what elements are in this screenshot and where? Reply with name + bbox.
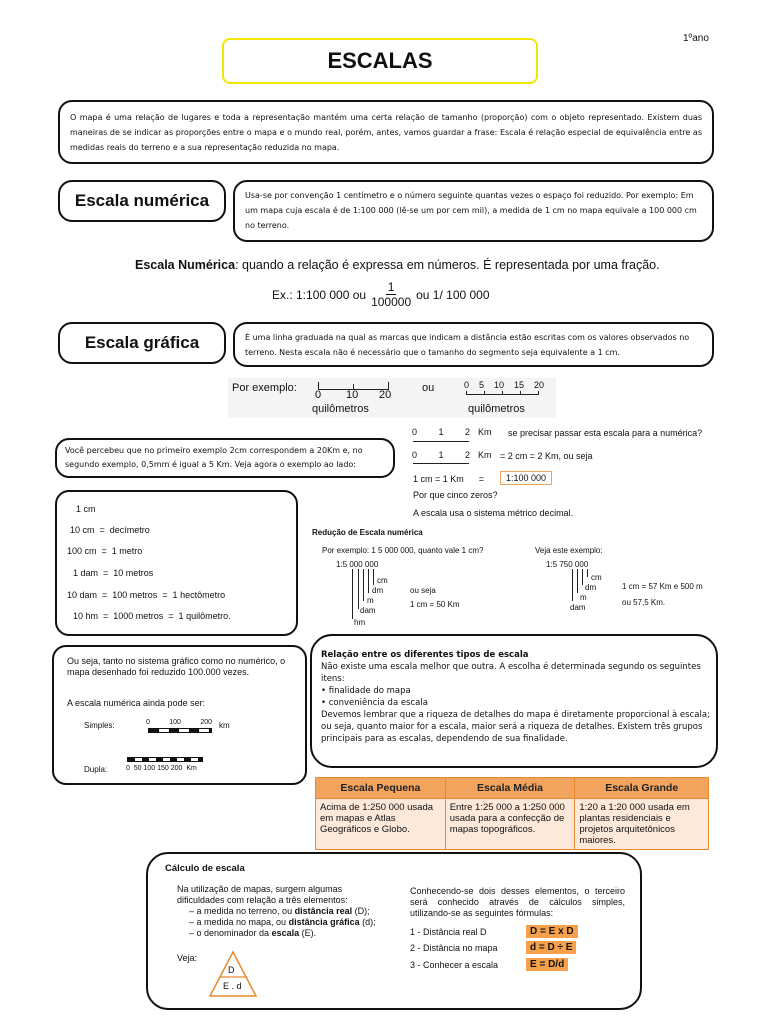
simple-tick-label: 200 [200, 719, 212, 726]
convert-s1-note: se precisar passar esta escala para a numérica? [508, 428, 703, 438]
convert-s1-tick-label: 0 [412, 427, 418, 437]
summary-text: Ou seja, tanto no sistema gráfico como no numérico, o mapa desenhado foi reduzido 100.000 vezes. [67, 656, 286, 677]
graphic-ex2-tick [466, 391, 467, 395]
numeric-fraction [371, 280, 411, 309]
numeric-ex-prefix: Ex.: 1:100 000 ou [272, 287, 367, 302]
graphic-or: ou [422, 382, 435, 394]
reduction-ex2-label: dam [570, 603, 586, 612]
convert-s1-tick-label: 1 [438, 427, 444, 437]
convert-s2-labels [412, 450, 470, 460]
calc-title: Cálculo de escala [165, 863, 245, 874]
table-header: Escala Pequena [316, 778, 446, 799]
convert-result: 1:100 000 [500, 471, 552, 485]
formula-box: d = D ÷ E [526, 941, 576, 954]
table-cell: 1:20 a 1:20 000 usada em plantas residenciais e projetos arquitetônicos maiores. [575, 799, 709, 850]
calc-item-text: – o denominador da [189, 928, 272, 938]
table-header: Escala Média [445, 778, 575, 799]
table-cell: Acima de 1:250 000 usada em mapas e Atlas Geográficos e Globo. [316, 799, 446, 850]
reduction-ex1-scale: 1:5 000 000 [336, 560, 379, 569]
graphic-ex2-tick [502, 391, 503, 395]
reduction-ex2-label: dm [585, 583, 597, 592]
numeric-def-bold: Escala Numérica [135, 258, 236, 272]
graphic-ex2-tick-label: 20 [533, 380, 544, 390]
perceive-box [55, 438, 395, 478]
reduction-ex2-answer: ou 57,5 Km. [622, 598, 666, 607]
convert-s2-tick-label: 0 [412, 450, 418, 460]
calc-item-bold: distância real [294, 906, 353, 916]
table-header: Escala Grande [575, 778, 709, 799]
relation-bullet: • finalidade do mapa [321, 686, 411, 696]
graphic-ex2-tick [520, 391, 521, 395]
reduction-ex1-bracket [368, 569, 369, 593]
reduction-ex1-bracket [373, 569, 374, 585]
relation-content [321, 649, 711, 745]
calc-item-text: – a medida no terreno, ou [189, 906, 295, 916]
calc-item-bold: distância gráfica [288, 917, 360, 927]
formula-box: D = E x D [526, 925, 578, 938]
numeric-text: Usa-se por convenção 1 centímetro e o número seguinte quantas vezes o espaço foi reduzido. Por exemplo: Em um mapa cuja escala é de 1:100 000 (lê-se um por cem mil), a medida de 1 cm no mapa equivale a 100 000 cm no terreno. [245, 191, 697, 230]
convert-question: Por que cinco zeros? [413, 490, 498, 500]
reduction-ex2-bracket [582, 569, 583, 585]
convert-s1-labels [412, 427, 470, 437]
graphic-ex2-unit: quilômetros [468, 403, 525, 415]
triangle-top-label: D [228, 965, 235, 975]
summary-double-ticks: 0 50 100 150 200 Km [126, 765, 197, 772]
summary-simple-bar [148, 728, 212, 733]
convert-s1-tick-label: 2 [464, 427, 470, 437]
fraction-denominator: 100000 [371, 295, 412, 309]
convert-s2-tick-label: 1 [438, 450, 444, 460]
numeric-box [233, 180, 714, 242]
table-row [316, 799, 709, 850]
graphic-box [233, 322, 714, 367]
unit-line: 10 dam = 100 metros = 1 hectômetro [67, 590, 226, 600]
calc-item [177, 906, 392, 917]
calc-item-text: – a medida no mapa, ou [189, 917, 289, 927]
reduction-ex2-bracket [572, 569, 573, 601]
reduction-ex2-bracket [577, 569, 578, 593]
numeric-example [272, 280, 490, 309]
calc-item-bold: escala [271, 928, 300, 938]
graphic-ex1-unit: quilômetros [312, 403, 369, 415]
simple-tick-label: 100 [169, 719, 181, 726]
reduction-ex1: Por exemplo: 1 5 000 000, quanto vale 1 cm? [322, 546, 484, 555]
calc-intro: Na utilização de mapas, surgem algumas dificuldades com relação a três elementos: [177, 884, 348, 905]
summary-simple-ticks [146, 719, 212, 726]
convert-s1-line [413, 441, 469, 442]
reduction-ex1-label: m [367, 596, 374, 605]
numeric-ex-suffix: ou 1/ 100 000 [416, 287, 490, 302]
graphic-ex2-tick [484, 391, 485, 395]
relation-title: Relação entre os diferentes tipos de escala [321, 650, 529, 660]
reduction-ex1-bracket [363, 569, 364, 601]
perceive-text: Você percebeu que no primeiro exemplo 2cm correspondem a 20Km e, no segundo exemplo, 0,5mm é igual a 5 Km. Veja agora o exemplo ao lado: [65, 446, 363, 469]
page-title: ESCALAS [222, 38, 538, 84]
graphic-ex1-tick-label: 10 [346, 389, 359, 401]
convert-s2-unit: Km [478, 450, 492, 460]
reduction-ex1-bracket [358, 569, 359, 609]
convert-s2-note: = 2 cm = 2 Km, ou seja [500, 451, 593, 461]
graphic-ex2-tick-label: 10 [493, 380, 504, 390]
calc-see: Veja: [177, 953, 198, 963]
triangle-bottom-label: E . d [223, 981, 242, 991]
fraction-numerator: 1 [387, 280, 395, 294]
graphic-ex2-tick-label: 15 [513, 380, 524, 390]
formula-label: 2 - Distância no mapa [410, 943, 498, 953]
grade-label: 1ºano [683, 33, 709, 44]
table-cell: Entre 1:25 000 a 1:250 000 usada para a confecção de mapas topográficos. [445, 799, 575, 850]
graphic-ex2-tick-label: 0 [464, 380, 470, 390]
convert-s2-line [413, 463, 469, 464]
calc-item [177, 928, 392, 939]
reduction-ex1-or: ou seja [410, 586, 436, 595]
numeric-heading: Escala numérica [58, 180, 226, 222]
reduction-ex1-label: cm [377, 576, 388, 585]
calc-item-text: (d); [359, 917, 376, 927]
simple-tick-label: 0 [146, 719, 150, 726]
numeric-def-rest: : quando a relação é expressa em números. É representada por uma fração. [235, 258, 660, 272]
reduction-ex1-answer: 1 cm = 50 Km [410, 600, 460, 609]
graphic-ex2-labels [464, 380, 544, 390]
graphic-example-label: Por exemplo: [232, 382, 297, 394]
intro-text: O mapa é uma relação de lugares e toda a representação mantém uma certa relação de tamanho (proporção) com o objeto representado. Existem duas maneiras de se indicar as proporções entre o mapa e o mundo real, porém, antes, vamos guardar a frase: Escala é relação especial de equivalência entre as medidas reais do terreno e a sua representação reduzida no mapa. [70, 113, 702, 152]
calc-item-text: (D); [352, 906, 370, 916]
reduction-ex1-label: hm [354, 618, 366, 627]
calc-right-intro: Conhecendo-se dois desses elementos, o terceiro será conhecido através de cálculos simples, utilizando-se as seguintes fórmulas: [410, 886, 625, 918]
unit-line: 1 dam = 10 metros [73, 568, 154, 578]
reduction-ex2-label: m [580, 593, 587, 602]
calc-left [177, 884, 392, 939]
reduction-ex1-label: dm [372, 586, 384, 595]
relation-bullet: • conveniência da escala [321, 698, 428, 708]
summary-double-label: Dupla: [84, 765, 108, 774]
relation-text: Devemos lembrar que a riqueza de detalhes do mapa é diretamente proporcional à escala; ou seja, quanto maior for a escala, maior será a riqueza de detalhes. Existem três grupos principais para as escalas, dependendo de sua finalidade. [321, 710, 710, 744]
reduction-ex2: Veja este exemplo: [535, 546, 603, 555]
relation-text: Não existe uma escala melhor que outra. A escolha é determinada segundo os seguintes itens: [321, 662, 701, 684]
reduction-ex2-bracket [587, 569, 588, 577]
convert-equation: 1 cm = 1 Km = [413, 474, 485, 484]
intro-box [58, 100, 714, 164]
unit-line: 100 cm = 1 metro [67, 546, 143, 556]
numeric-definition [135, 258, 660, 272]
convert-answer: A escala usa o sistema métrico decimal. [413, 508, 574, 518]
unit-line: 10 cm = decímetro [70, 525, 150, 535]
reduction-title: Redução de Escala numérica [312, 528, 423, 537]
graphic-ex1-tick-label: 0 [315, 389, 322, 401]
calc-item [177, 917, 392, 928]
unit-line: 10 hm = 1000 metros = 1 quilômetro. [73, 611, 231, 621]
graphic-text: É uma linha graduada na qual as marcas que indicam a distância estão escritas com os valores observados no terreno. Nesta escala não é necessário que o tamanho do segmento seja equivalente a 1 cm. [245, 333, 690, 357]
reduction-ex2-scale: 1:5 750 000 [546, 560, 589, 569]
reduction-ex1-bracket [352, 569, 353, 619]
unit-line: 1 cm [76, 504, 96, 514]
formula-label: 1 - Distância real D [410, 927, 487, 937]
summary-subtitle: A escala numérica ainda pode ser: [67, 698, 206, 708]
summary-double-bar [127, 757, 203, 762]
summary-simple-unit: km [219, 721, 230, 730]
calc-item-text: (E). [299, 928, 317, 938]
reduction-ex2-label: cm [591, 573, 602, 582]
formula-label: 3 - Conhecer a escala [410, 960, 499, 970]
reduction-ex1-label: dam [360, 606, 376, 615]
table-header-row [316, 778, 709, 799]
summary-simple-label: Simples: [84, 721, 115, 730]
scale-table [315, 777, 709, 850]
graphic-ex2-tick-label: 5 [478, 380, 484, 390]
reduction-ex2-answer: 1 cm = 57 Km e 500 m [622, 582, 703, 591]
graphic-ex1-tick-label: 20 [379, 389, 392, 401]
graphic-heading: Escala gráfica [58, 322, 226, 364]
convert-s2-tick-label: 2 [464, 450, 470, 460]
graphic-ex2-tick [538, 391, 539, 395]
formula-box: E = D/d [526, 958, 568, 971]
convert-s1-unit: Km [478, 427, 492, 437]
